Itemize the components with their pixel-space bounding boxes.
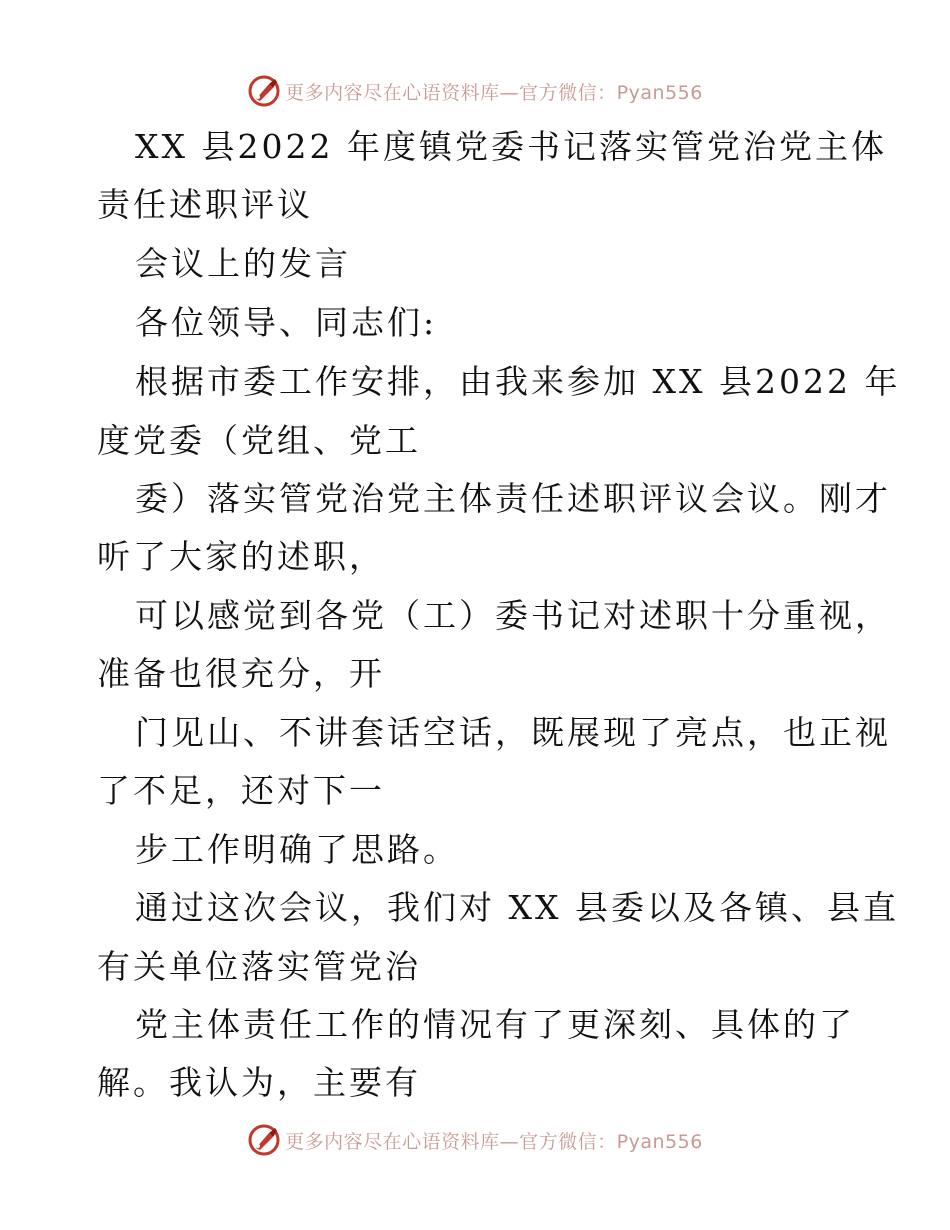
doc-line: 会议上的发言 — [135, 244, 351, 283]
header-watermark-text: 更多内容尽在心语资料库—官方微信：Pyan556 — [285, 81, 703, 104]
doc-line: 度党委（党组、党工 — [97, 421, 421, 460]
doc-line: 步工作明确了思路。 — [135, 830, 459, 869]
quill-pen-logo-icon — [247, 1123, 281, 1157]
doc-line: 根据市委工作安排，由我来参加 XX 县2022 年 — [135, 362, 901, 401]
doc-line: 听了大家的述职， — [97, 537, 385, 576]
doc-line: 解。我认为，主要有 — [97, 1063, 421, 1102]
doc-line: 准备也很充分，开 — [97, 654, 385, 693]
footer-watermark — [0, 1120, 950, 1160]
doc-line: 了不足，还对下一 — [97, 771, 385, 810]
doc-line: 可以感觉到各党（工）委书记对述职十分重视， — [135, 596, 891, 635]
doc-line: 通过这次会议，我们对 XX 县委以及各镇、县直 — [135, 888, 899, 927]
doc-line: 委）落实管党治党主体责任述职评议会议。刚才 — [135, 479, 891, 518]
footer-watermark-text: 更多内容尽在心语资料库—官方微信：Pyan556 — [285, 1130, 703, 1153]
doc-line: 有关单位落实管党治 — [97, 947, 421, 986]
doc-line: 责任述职评议 — [97, 185, 313, 224]
doc-line: 门见山、不讲套话空话，既展现了亮点，也正视 — [135, 713, 891, 752]
doc-line: XX 县2022 年度镇党委书记落实管党治党主体 — [135, 127, 887, 166]
doc-line: 各位领导、同志们: — [135, 303, 438, 342]
doc-line: 党主体责任工作的情况有了更深刻、具体的了 — [135, 1005, 855, 1044]
